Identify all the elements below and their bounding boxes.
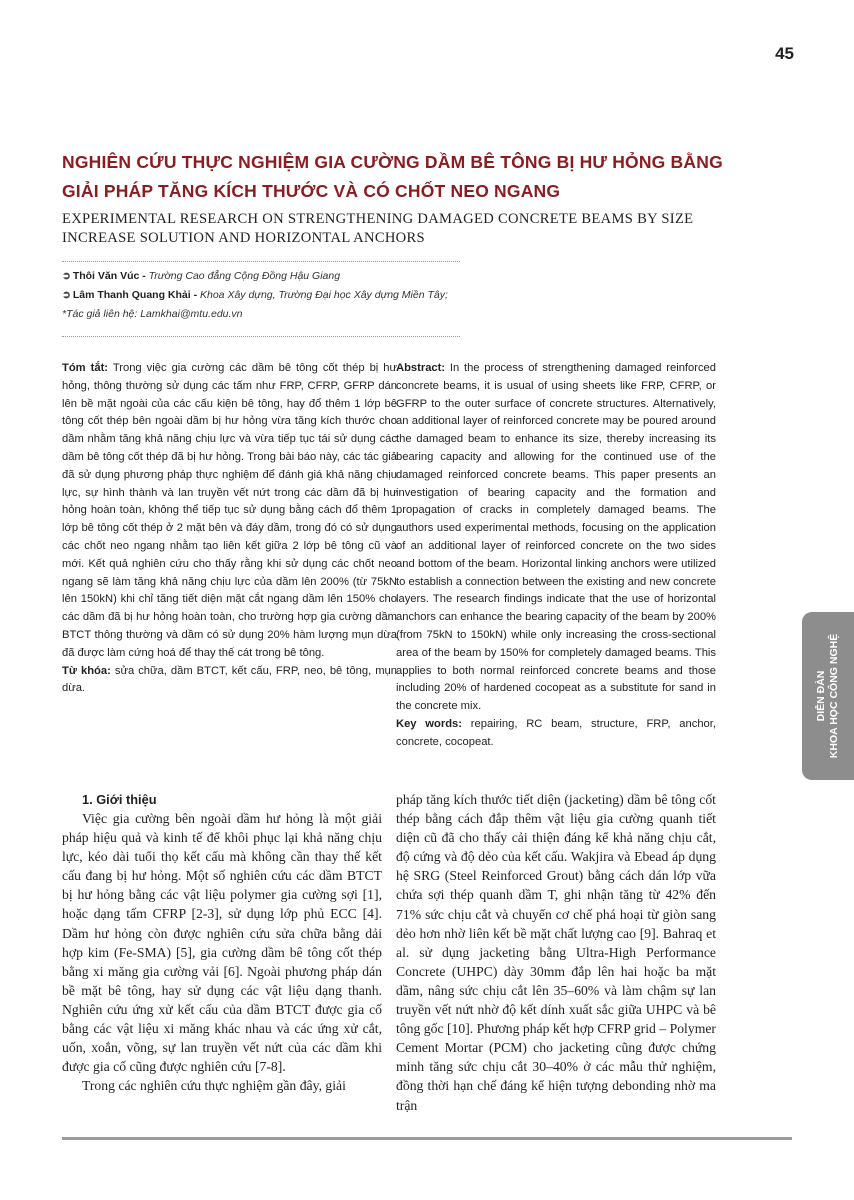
keywords-vi-text: sửa chữa, dầm BTCT, kết cấu, FRP, neo, bê tông, mụn dừa. [62,664,397,695]
author-2-affiliation: Khoa Xây dựng, Trường Đại học Xây dựng Miền Tây; [200,289,448,301]
body-column-right [396,790,716,1115]
body-column-left [62,790,382,1095]
abstract-english [396,360,716,752]
side-tab-label [815,634,841,758]
title-vi-line-1: NGHIÊN CỨU THỰC NGHIỆM GIA CƯỜNG DẦM BÊ TÔNG BỊ HƯ HỎNG BẰNG [62,152,723,172]
body-paragraph: Việc gia cường bên ngoài dầm hư hỏng là một giải pháp hiệu quả và kinh tế để khôi phục lại khả năng chịu lực, kéo dài tuổi thọ kết cấu mà không cần thay thế kết cấu đang bị hư hỏng. Một số nghiên cứu các dầm BTCT bị hư hỏng bằng các vật liệu polymer gia cường sợi [1], hoặc dạng tấm CFRP [2-3], sử dụng lớp phủ ECC [4]. Dầm hư hỏng còn được nghiên cứu sửa chữa bằng dải hợp kim (Fe-SMA) [5], gia cường dầm bê tông cốt thép bằng xi măng gia cường vải [6]. Ngoài phương pháp dán bề mặt bê tông, hay sử dụng các vật liệu dạng thanh. Nghiên cứu ứng xử kết cấu của dầm BTCT được gia cố bằng các vật liệu xi măng khác nhau và các ứng xử cắt, uốn, xoắn, võng, sự lan truyền vết nứt của các dầm khi được gia cố cũng được nghiên cứu [7-8]. [62,811,382,1075]
abstract-vietnamese [62,360,397,698]
title-en-line-2: INCREASE SOLUTION AND HORIZONTAL ANCHORS [62,230,425,246]
keywords-en-label: Key words: [396,717,462,730]
abstract-en-label: Abstract: [396,362,446,374]
author-1-name: Thôi Văn Vúc - [72,270,146,282]
side-tab-line-2: KHOA HỌC CÔNG NGHỆ [828,633,840,759]
side-tab-line-1: DIỄN ĐÀN [815,670,827,722]
side-section-tab [802,612,854,780]
keywords-vi-label: Từ khóa: [62,664,111,677]
author-1-affiliation: Trường Cao đẳng Cộng Đồng Hậu Giang [148,270,341,282]
divider-top [62,261,460,262]
title-english [62,210,782,248]
divider-bottom [62,336,460,337]
section-heading: 1. Giới thiệu [82,792,157,807]
body-paragraph: pháp tăng kích thước tiết diện (jacketing) dầm bê tông cốt thép bằng cách đắp thêm vật liệu gia cường quanh tiết diện cũ đã cho thấy cải thiện đáng kể khả năng chịu cắt, độ cứng và độ dẻo của kết cấu. Wakjira và Ebead áp dụng hệ SRG (Steel Reinforced Grout) bằng cách dán lớp vữa chứa sợi thép quanh dầm T, ghi nhận tăng từ 42% đến 71% sức chịu cắt và chuyển cơ chế phá hoại từ giòn sang dẻo hơn nhờ liên kết bề mặt chất lượng cao [9]. Bahraq et al. sử dụng jacketing bằng Ultra-High Performance Concrete (UHPC) dày 30mm đắp lên hai hoặc ba mặt dầm, nâng sức chịu cắt lên 35–60% và làm chậm sự lan truyền vết nứt nhờ độ kết dính xuất sắc giữa UHPC và bê tông gốc [10]. Phương pháp kết hợp CFRP grid – Polymer Cement Mortar (PCM) cho jacketing cũng được chứng minh tăng sức chịu cắt 30–40% ở các mẫu thử nghiệm, đồng thời hạn chế đáng kể hiện tượng debonding nhờ ma trận [396,792,716,1113]
author-block [62,267,482,324]
body-paragraph: Trong các nghiên cứu thực nghiệm gần đây, giải [82,1078,346,1094]
abstract-vi-label: Tóm tắt: [62,362,109,374]
title-vietnamese [62,148,762,206]
title-vi-line-2: GIẢI PHÁP TĂNG KÍCH THƯỚC VÀ CÓ CHỐT NEO NGANG [62,181,561,201]
title-en-line-1: EXPERIMENTAL RESEARCH ON STRENGTHENING DAMAGED CONCRETE BEAMS BY SIZE [62,211,694,227]
abstract-en-text: In the process of strengthening damaged reinforced concrete beams, it is usual of using sheets like FRP, CFRP, or GFRP to the outer surface of concrete structures. Alternatively, an additional layer of reinforced concrete may be poured around the damaged beam to enhance its size, thereby increasing its bearing capacity and allowing for the continued use of the damaged reinforced concrete beams. This paper presents an investigation of bearing capacity and the formation and propagation of cracks in completely damaged beams. The authors used experimental methods, focusing on the application of an additional layer of reinforced concrete on the two sides and bottom of the beam. Horizontal linking anchors were utilized to establish a connection between the existing and new concrete layers. The research findings indicate that the use of horizontal anchors can enhance the bearing capacity of the beam by 200% (from 75kN to 150kN) while only increasing the cross-sectional area of the beam by 150% for completely damaged beams. This applies to both normal reinforced concrete beams and those including 20% of hardened cocopeat as a substitute for sand in the concrete mix. [396,362,717,713]
page-number: 45 [775,44,794,63]
keywords-en-text: repairing, RC beam, structure, FRP, anchor, concrete, cocopeat. [396,717,716,748]
author-2 [62,286,482,305]
contact-email: *Tác giả liên hệ: Lamkhai@mtu.edu.vn [62,308,243,320]
footer-rule [62,1137,792,1140]
arrow-icon: ➲ [62,289,71,301]
abstract-vi-text: Trong việc gia cường các dầm bê tông cốt thép bị hư hỏng, thông thường sử dụng các tấm như FRP, CFRP, GFRP dán lên bề mặt ngoài của các cấu kiện bê tông, hay đổ thêm 1 lớp bê tông cốt thép bên ngoài dầm bị hư hỏng vừa tăng kích thước cho dầm nhằm tăng khả năng chịu lực và vừa tiếp tục tái sử dụng các dầm bê tông cốt thép đã bị hư hỏng. Trong bài báo này, các tác giả đã sử dụng phương pháp thực nghiệm để đánh giá khả năng chịu lực, sự hình thành và lan truyền vết nứt trong các dầm đã bị hư hỏng hoàn toàn, không thể tiếp tục sử dụng bằng cách đổ thêm 1 lớp bê tông cốt thép ở 2 mặt bên và đáy dầm, trong đó có sử dụng các chốt neo ngang nhằm tạo liên kết giữa 2 lớp bê tông cũ và mới. Kết quả nghiên cứu cho thấy rằng khi sử dụng các chốt neo ngang sẽ làm tăng khả năng chịu lực của dầm lên 200% (từ 75kN lên 150kN) khi chỉ tăng tiết diện mặt cắt ngang dầm lên 150% cho các dầm đã bị hư hỏng hoàn toàn, cho trường hợp gia cường dầm BTCT thông thường và dầm có sử dụng 20% hàm lượng mụn dừa đã được làm cứng hoá để thay thế cát trong bê tông. [62,362,397,659]
author-1 [62,267,482,286]
author-2-name: Lâm Thanh Quang Khải - [72,289,198,301]
arrow-icon: ➲ [62,270,71,282]
